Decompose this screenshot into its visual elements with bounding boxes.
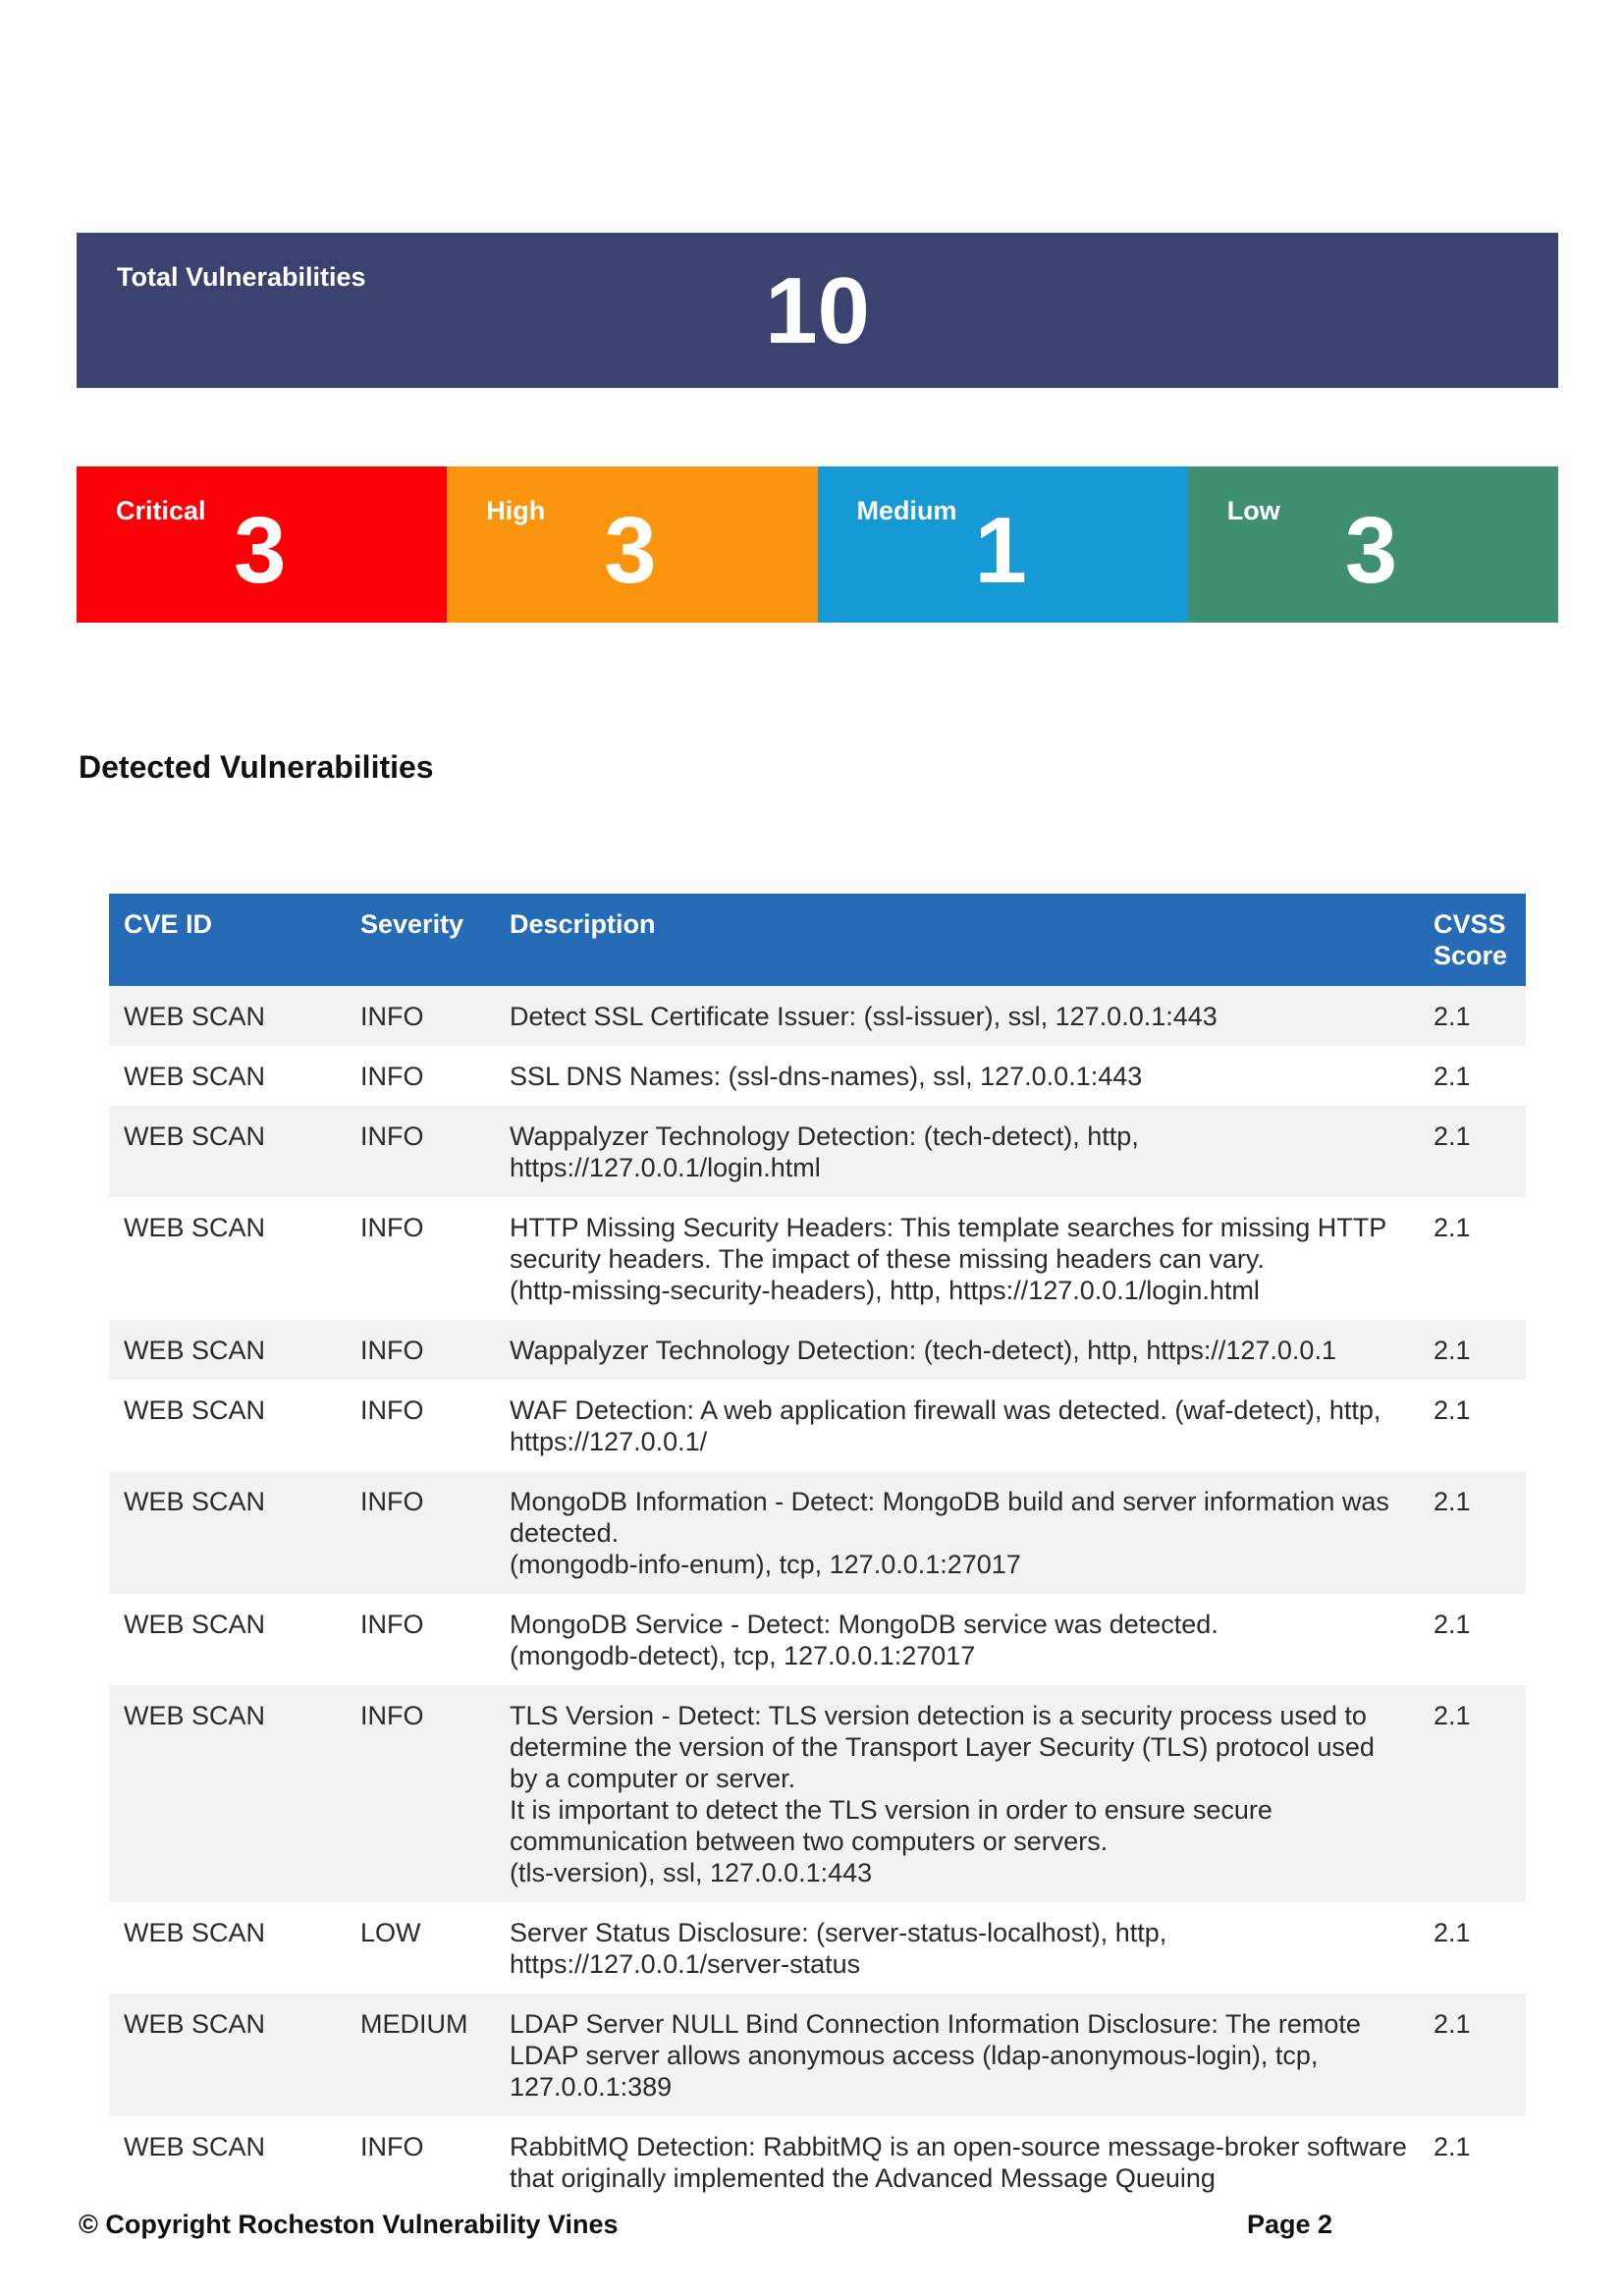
table-row (109, 1902, 1526, 1994)
cell-cve-id: WEB SCAN (109, 1197, 346, 1320)
total-vulnerabilities-count: 10 (765, 258, 870, 363)
cell-cve-id: WEB SCAN (109, 1994, 346, 2116)
cell-cve-id: WEB SCAN (109, 2116, 346, 2208)
severity-medium-tile (818, 466, 1188, 623)
cell-cve-id: WEB SCAN (109, 1685, 346, 1902)
cell-severity: INFO (346, 1380, 498, 1471)
cell-description: MongoDB Information - Detect: MongoDB build and server information was detected. (mongodb-info-enum), tcp, 127.0.0.1:27017 (498, 1471, 1419, 1594)
table-row (109, 1106, 1526, 1197)
severity-count: 3 (604, 498, 657, 603)
cell-description: MongoDB Service - Detect: MongoDB service was detected. (mongodb-detect), tcp, 127.0.0.1:27017 (498, 1594, 1419, 1685)
cell-description: RabbitMQ Detection: RabbitMQ is an open-source message-broker software that originally implemented the Advanced Message Queuing (498, 2116, 1419, 2208)
cell-severity: INFO (346, 1106, 498, 1197)
table-row (109, 1594, 1526, 1685)
table-row (109, 986, 1526, 1046)
severity-count: 3 (1344, 498, 1398, 603)
severity-count: 1 (974, 498, 1027, 603)
cell-severity: INFO (346, 1471, 498, 1594)
vulnerabilities-table (109, 894, 1526, 2208)
table-row (109, 1685, 1526, 1902)
cell-cvss-score: 2.1 (1419, 1197, 1526, 1320)
table-row (109, 1046, 1526, 1106)
cell-cve-id: WEB SCAN (109, 986, 346, 1046)
cell-cvss-score: 2.1 (1419, 1471, 1526, 1594)
severity-critical-tile (77, 466, 447, 623)
cell-cve-id: WEB SCAN (109, 1594, 346, 1685)
column-header-severity: Severity (346, 894, 498, 986)
severity-label: Critical (116, 496, 206, 525)
cell-severity: INFO (346, 1320, 498, 1380)
table-body (109, 986, 1526, 2208)
cell-severity: INFO (346, 986, 498, 1046)
cell-cvss-score: 2.1 (1419, 1046, 1526, 1106)
severity-high-tile (447, 466, 817, 623)
table-row (109, 1994, 1526, 2116)
cell-cve-id: WEB SCAN (109, 1046, 346, 1106)
cell-cvss-score: 2.1 (1419, 1594, 1526, 1685)
column-header-cve-id: CVE ID (109, 894, 346, 986)
severity-label: High (486, 496, 546, 525)
cell-description: Server Status Disclosure: (server-status-localhost), http, https://127.0.0.1/server-status (498, 1902, 1419, 1994)
cell-severity: INFO (346, 1197, 498, 1320)
severity-label: Medium (856, 496, 957, 525)
table-row (109, 1197, 1526, 1320)
cell-cvss-score: 2.1 (1419, 1685, 1526, 1902)
cell-description: HTTP Missing Security Headers: This template searches for missing HTTP security headers. The impact of these missing headers can vary. (http-missing-security-headers), http, https://127.0.0.1/login.html (498, 1197, 1419, 1320)
cell-cvss-score: 2.1 (1419, 986, 1526, 1046)
cell-description: Detect SSL Certificate Issuer: (ssl-issuer), ssl, 127.0.0.1:443 (498, 986, 1419, 1046)
cell-severity: LOW (346, 1902, 498, 1994)
cell-severity: INFO (346, 2116, 498, 2208)
cell-cvss-score: 2.1 (1419, 1994, 1526, 2116)
cell-cve-id: WEB SCAN (109, 1471, 346, 1594)
severity-summary (77, 466, 1558, 623)
cell-severity: INFO (346, 1594, 498, 1685)
cell-cvss-score: 2.1 (1419, 1902, 1526, 1994)
cell-cvss-score: 2.1 (1419, 2116, 1526, 2208)
total-vulnerabilities-banner (77, 233, 1558, 388)
table-row (109, 1380, 1526, 1471)
cell-cvss-score: 2.1 (1419, 1106, 1526, 1197)
table-row (109, 1471, 1526, 1594)
cell-description: Wappalyzer Technology Detection: (tech-detect), http, https://127.0.0.1/login.html (498, 1106, 1419, 1197)
cell-description: SSL DNS Names: (ssl-dns-names), ssl, 127.0.0.1:443 (498, 1046, 1419, 1106)
footer-page-number: Page 2 (1247, 2210, 1333, 2239)
cell-description: TLS Version - Detect: TLS version detection is a security process used to determine the version of the Transport Layer Security (TLS) protocol used by a computer or server. It is important to detect the TLS version in order to ensure secure communication between two computers or servers. (tls-version), ssl, 127.0.0.1:443 (498, 1685, 1419, 1902)
column-header-cvss-score: CVSS Score (1419, 894, 1526, 986)
cell-description: WAF Detection: A web application firewall was detected. (waf-detect), http, https://127.0.0.1/ (498, 1380, 1419, 1471)
cell-description: LDAP Server NULL Bind Connection Information Disclosure: The remote LDAP server allows anonymous access (ldap-anonymous-login), tcp, 127.0.0.1:389 (498, 1994, 1419, 2116)
cell-description: Wappalyzer Technology Detection: (tech-detect), http, https://127.0.0.1 (498, 1320, 1419, 1380)
severity-label: Low (1226, 496, 1280, 525)
table-header-row (109, 894, 1526, 986)
section-title: Detected Vulnerabilities (79, 749, 434, 785)
cell-cve-id: WEB SCAN (109, 1320, 346, 1380)
cell-cve-id: WEB SCAN (109, 1106, 346, 1197)
cell-cve-id: WEB SCAN (109, 1902, 346, 1994)
severity-count: 3 (234, 498, 287, 603)
cell-cvss-score: 2.1 (1419, 1380, 1526, 1471)
cell-cve-id: WEB SCAN (109, 1380, 346, 1471)
cell-severity: INFO (346, 1046, 498, 1106)
severity-low-tile (1188, 466, 1558, 623)
table-row (109, 1320, 1526, 1380)
column-header-description: Description (498, 894, 1419, 986)
cell-cvss-score: 2.1 (1419, 1320, 1526, 1380)
footer-copyright: © Copyright Rocheston Vulnerability Vines (79, 2210, 619, 2239)
cell-severity: INFO (346, 1685, 498, 1902)
cell-severity: MEDIUM (346, 1994, 498, 2116)
table-row (109, 2116, 1526, 2208)
total-vulnerabilities-label: Total Vulnerabilities (117, 262, 366, 292)
